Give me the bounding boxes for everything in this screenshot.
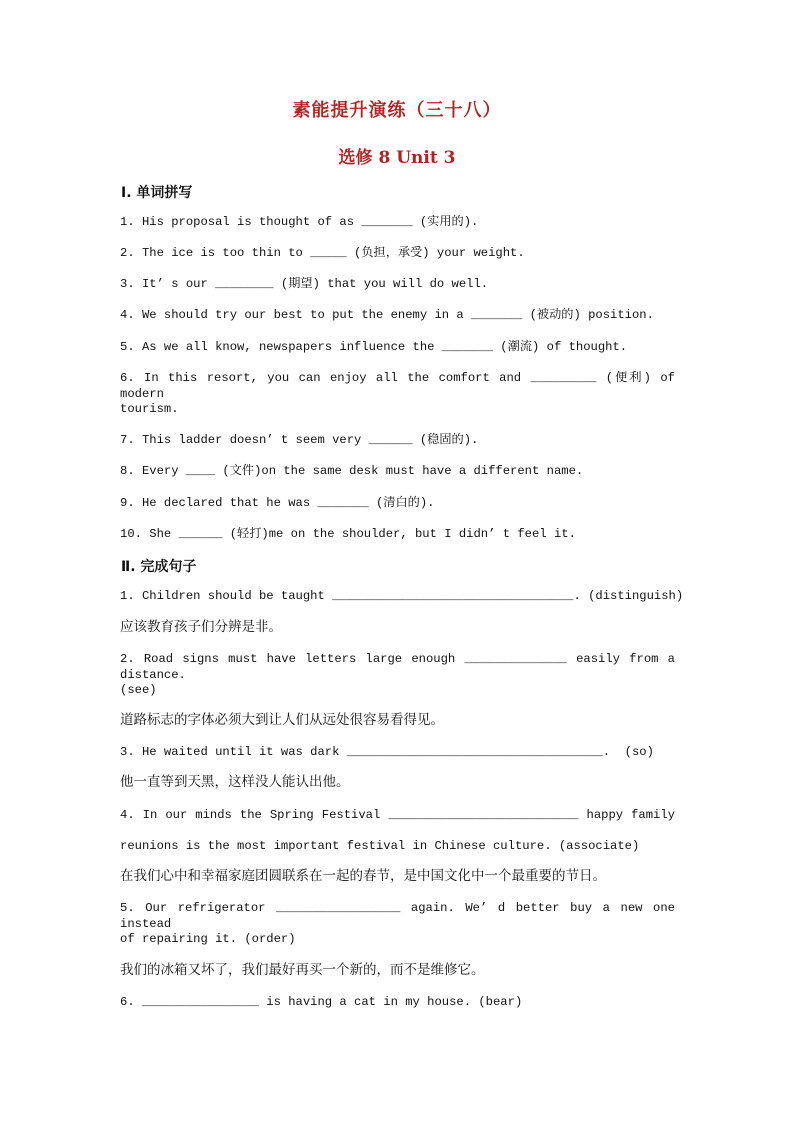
question-line: 2. The ice is too thin to _____ (负担，承受) your weight. <box>120 246 525 260</box>
question-line: 4. We should try our best to put the enemy in a _______ (被动的) position. <box>120 308 654 322</box>
question-line: 5. As we all know, newspapers influence the _______ (潮流) of thought. <box>120 340 628 354</box>
question-line: 9. He declared that he was _______ (清白的). <box>120 496 435 510</box>
section-heading-spelling: Ⅰ. 单词拼写 <box>121 185 193 201</box>
question-line-continued: tourism. <box>120 402 179 416</box>
sentence-line-continued: of repairing it. (order) <box>120 932 296 946</box>
question-line: 3. It’ s our ________ (期望) that you will do well. <box>120 277 489 291</box>
page-subtitle: 选修 8 Unit 3 <box>338 148 456 168</box>
page-title: 素能提升演练（三十八） <box>292 100 502 121</box>
chinese-translation: 在我们心中和幸福家庭团圆联系在一起的春节，是中国文化中一个最重要的节日。 <box>120 868 606 884</box>
chinese-translation: 他一直等到天黑，这样没人能认出他。 <box>120 774 350 790</box>
question-line: 10. She ______ (轻打)me on the shoulder, but I didn’ t feel it. <box>120 527 576 541</box>
sentence-line: 3. He waited until it was dark ___________________________________. (so) <box>120 745 654 759</box>
chinese-translation: 道路标志的字体必须大到让人们从远处很容易看得见。 <box>120 712 444 728</box>
sentence-line: 5. Our refrigerator _________________ again. We’ d better buy a new one instead <box>120 901 675 931</box>
sentence-line: 6. ________________ is having a cat in my house. (bear) <box>120 995 523 1009</box>
sentence-line-continued: reunions is the most important festival in Chinese culture. (associate) <box>120 839 640 853</box>
question-line: 6. In this resort, you can enjoy all the comfort and _________ (便利) of modern <box>120 371 675 401</box>
sentence-line: 1. Children should be taught _________________________________. (distinguish) <box>120 589 684 603</box>
section-heading-sentences: Ⅱ. 完成句子 <box>121 559 197 575</box>
chinese-translation: 应该教育孩子们分辨是非。 <box>120 619 282 635</box>
sentence-line: 2. Road signs must have letters large enough ______________ easily from a distance. <box>120 652 675 682</box>
chinese-translation: 我们的冰箱又坏了，我们最好再买一个新的，而不是维修它。 <box>120 962 485 978</box>
sentence-line-continued: (see) <box>120 683 157 697</box>
question-line: 7. This ladder doesn’ t seem very ______ (稳固的). <box>120 433 479 447</box>
sentence-line: 4. In our minds the Spring Festival __________________________ happy family <box>120 808 675 822</box>
question-line: 1. His proposal is thought of as _______ (实用的). <box>120 215 479 229</box>
question-line: 8. Every ____ (文件)on the same desk must have a different name. <box>120 464 584 478</box>
